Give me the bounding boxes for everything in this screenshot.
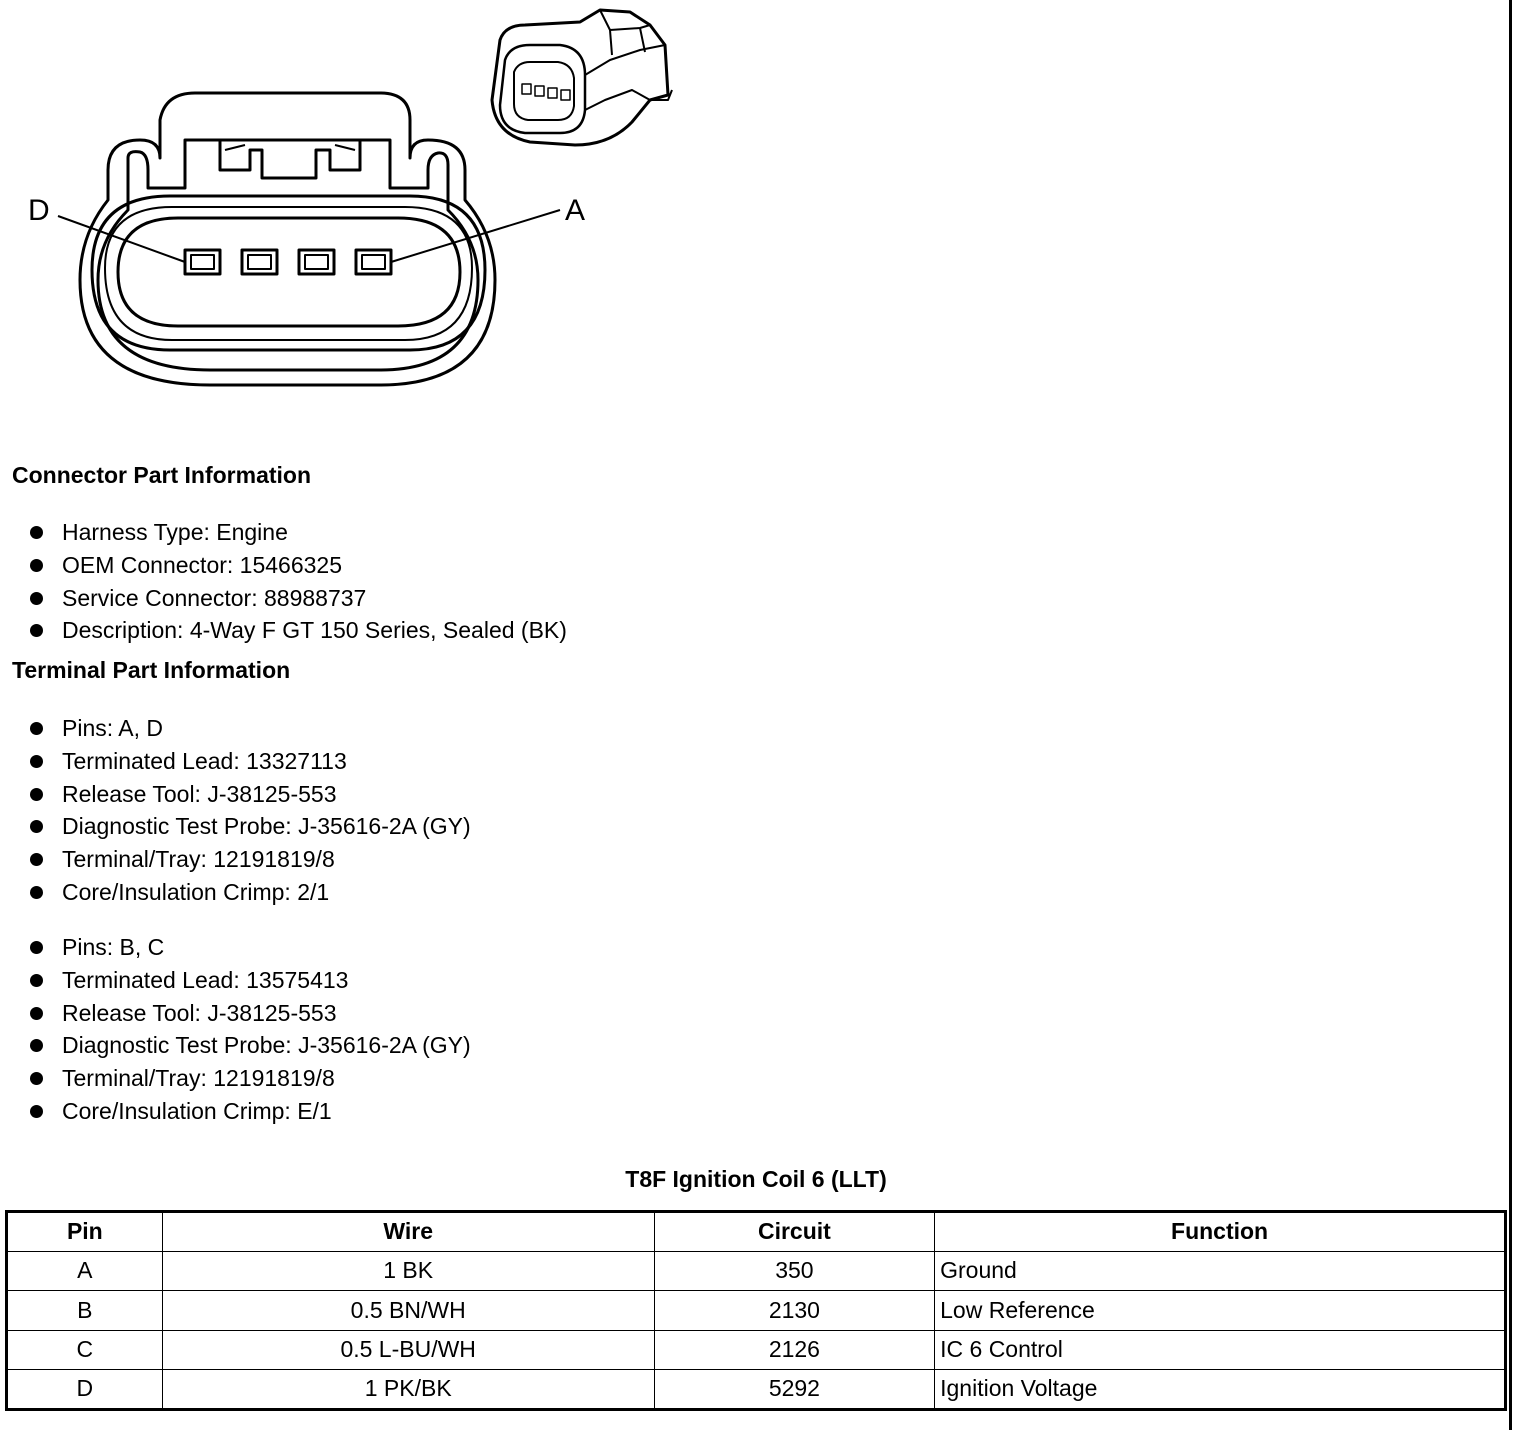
list-item (28, 876, 471, 909)
table-row (7, 1330, 1506, 1370)
list-item (28, 549, 567, 582)
list-item (28, 1029, 471, 1062)
terminal-cavity-c (242, 250, 277, 274)
list-item-text: Description: 4-Way F GT 150 Series, Sealed (BK) (62, 617, 567, 644)
table-header-row (7, 1212, 1506, 1252)
bullet-icon (30, 941, 43, 954)
page-right-border (1509, 0, 1512, 1430)
bullet-icon (30, 788, 43, 801)
header-wire: Wire (162, 1212, 654, 1252)
table-row (7, 1251, 1506, 1291)
terminal-group-2-list (28, 931, 471, 1128)
cell-function: Low Reference (935, 1291, 1506, 1331)
list-item-text: Release Tool: J-38125-553 (62, 999, 337, 1026)
bullet-icon (30, 1007, 43, 1020)
cell-pin: C (7, 1330, 163, 1370)
cell-wire: 1 BK (162, 1251, 654, 1291)
list-item (28, 1095, 471, 1128)
list-item-text: Diagnostic Test Probe: J-35616-2A (GY) (62, 813, 471, 840)
bullet-icon (30, 755, 43, 768)
header-pin: Pin (7, 1212, 163, 1252)
cell-pin: A (7, 1251, 163, 1291)
list-item (28, 712, 471, 745)
list-item-text: Harness Type: Engine (62, 519, 288, 545)
list-item-text: Core/Insulation Crimp: 2/1 (62, 878, 330, 905)
list-item (28, 516, 567, 549)
list-item-text: Terminal/Tray: 12191819/8 (62, 1065, 335, 1092)
list-item-text: Release Tool: J-38125-553 (62, 780, 337, 807)
list-item-text: Service Connector: 88988737 (62, 584, 367, 611)
list-item (28, 614, 567, 647)
list-item-text: Pins: A, D (62, 715, 163, 741)
header-circuit: Circuit (654, 1212, 934, 1252)
cell-wire: 0.5 L-BU/WH (162, 1330, 654, 1370)
cell-circuit: 2126 (654, 1330, 934, 1370)
list-item (28, 1062, 471, 1095)
header-function: Function (935, 1212, 1506, 1252)
cell-function: IC 6 Control (935, 1330, 1506, 1370)
cell-circuit: 350 (654, 1251, 934, 1291)
list-item (28, 997, 471, 1030)
connector-diagram (0, 0, 720, 420)
pin-d-label: D (28, 194, 50, 227)
pinout-table (5, 1210, 1507, 1411)
list-item (28, 582, 567, 615)
bullet-icon (30, 592, 43, 605)
bullet-icon (30, 974, 43, 987)
terminal-group-1-list (28, 712, 471, 909)
cell-circuit: 2130 (654, 1291, 934, 1331)
list-item (28, 810, 471, 843)
bullet-icon (30, 1072, 43, 1085)
list-item-text: Pins: B, C (62, 934, 165, 960)
list-item (28, 931, 471, 964)
table-row (7, 1370, 1506, 1410)
list-item (28, 964, 471, 997)
connector-3d-illustration (492, 10, 672, 145)
terminal-cavity-b (299, 250, 334, 274)
terminal-cavity-d (185, 250, 220, 274)
connector-seal-middle (105, 207, 472, 340)
connector-housing-inner (98, 140, 478, 370)
bullet-icon (30, 820, 43, 833)
list-item-text: Core/Insulation Crimp: E/1 (62, 1097, 332, 1124)
bullet-icon (30, 722, 43, 735)
list-item (28, 843, 471, 876)
bullet-icon (30, 853, 43, 866)
bullet-icon (30, 624, 43, 637)
connector-seal-inner (118, 218, 460, 326)
list-item-text: Terminated Lead: 13575413 (62, 966, 349, 993)
table-title: T8F Ignition Coil 6 (LLT) (625, 1166, 887, 1192)
connector-info-heading: Connector Part Information (12, 462, 312, 488)
table-row (7, 1291, 1506, 1331)
bullet-icon (30, 1039, 43, 1052)
terminal-info-heading: Terminal Part Information (12, 657, 291, 683)
cell-pin: D (7, 1370, 163, 1410)
list-item-text: OEM Connector: 15466325 (62, 551, 343, 578)
list-item (28, 745, 471, 778)
cell-wire: 1 PK/BK (162, 1370, 654, 1410)
cell-function: Ignition Voltage (935, 1370, 1506, 1410)
cell-circuit: 5292 (654, 1370, 934, 1410)
cell-function: Ground (935, 1251, 1506, 1291)
bullet-icon (30, 886, 43, 899)
bullet-icon (30, 526, 43, 539)
pin-a-label: A (565, 194, 586, 227)
list-item-text: Diagnostic Test Probe: J-35616-2A (GY) (62, 1032, 471, 1059)
cell-wire: 0.5 BN/WH (162, 1291, 654, 1331)
bullet-icon (30, 1105, 43, 1118)
connector-info-list (28, 516, 567, 647)
cell-pin: B (7, 1291, 163, 1331)
bullet-icon (30, 559, 43, 572)
terminal-cavity-a (356, 250, 391, 274)
list-item (28, 778, 471, 811)
list-item-text: Terminal/Tray: 12191819/8 (62, 846, 335, 873)
list-item-text: Terminated Lead: 13327113 (62, 747, 347, 774)
connector-housing-outline (80, 93, 495, 385)
